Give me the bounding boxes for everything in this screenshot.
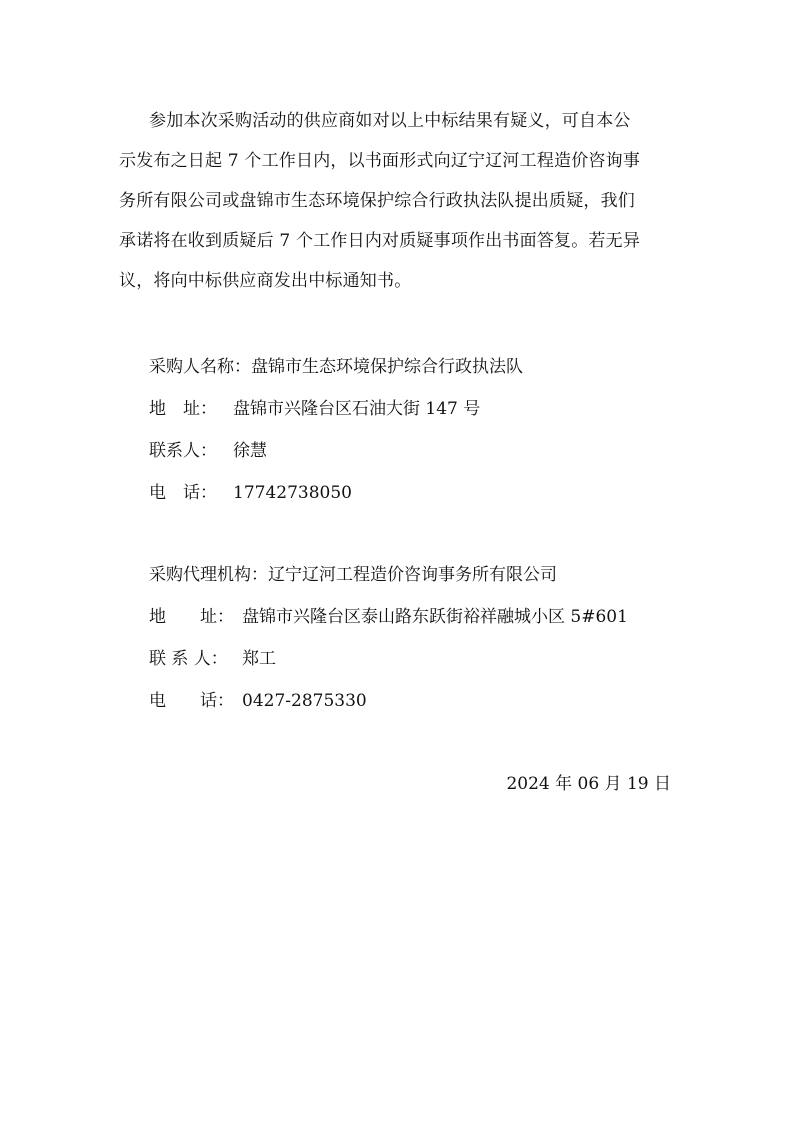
announcement-date: 2024 年 06 月 19 日 (506, 774, 671, 794)
agency-info-block (149, 554, 628, 722)
purchaser-address-value: 盘锦市兴隆台区石油大街 147 号 (233, 399, 481, 419)
purchaser-name-value: 盘锦市生态环境保护综合行政执法队 (251, 357, 523, 377)
purchaser-name-label: 采购人名称： (149, 357, 251, 377)
notice-line: 承诺将在收到质疑后 7 个工作日内对质疑事项作出书面答复。若无异 (119, 231, 641, 251)
agency-name-value: 辽宁辽河工程造价咨询事务所有限公司 (268, 565, 557, 585)
agency-address-row (149, 596, 628, 638)
agency-name-row (149, 554, 628, 596)
agency-phone-value: 0427-2875330 (242, 691, 367, 711)
agency-phone-label: 电 话： (149, 691, 234, 711)
agency-contact-row (149, 638, 628, 680)
notice-line: 务所有限公司或盘锦市生态环境保护综合行政执法队提出质疑，我们 (119, 191, 635, 211)
purchaser-contact-value: 徐慧 (233, 441, 267, 461)
purchaser-phone-label: 电 话： (149, 483, 217, 503)
notice-line: 示发布之日起 7 个工作日内，以书面形式向辽宁辽河工程造价咨询事 (119, 151, 641, 171)
notice-line: 议，将向中标供应商发出中标通知书。 (119, 271, 412, 291)
agency-name-label: 采购代理机构： (149, 565, 268, 585)
purchaser-name-row (149, 346, 523, 388)
purchaser-phone-row (149, 472, 523, 514)
objection-notice-paragraph (119, 101, 679, 301)
agency-address-label: 地 址： (149, 607, 234, 627)
purchaser-address-row (149, 388, 523, 430)
notice-line: 参加本次采购活动的供应商如对以上中标结果有疑义，可自本公 (149, 111, 631, 131)
purchaser-info-block (149, 346, 523, 514)
agency-phone-row (149, 680, 628, 722)
agency-address-value: 盘锦市兴隆台区泰山路东跃街裕祥融城小区 5#601 (242, 607, 628, 627)
purchaser-phone-value: 17742738050 (233, 483, 352, 503)
purchaser-address-label: 地 址： (149, 399, 217, 419)
purchaser-contact-row (149, 430, 523, 472)
agency-contact-label: 联 系 人： (149, 649, 228, 669)
agency-contact-value: 郑工 (242, 649, 276, 669)
purchaser-contact-label: 联系人： (149, 441, 217, 461)
